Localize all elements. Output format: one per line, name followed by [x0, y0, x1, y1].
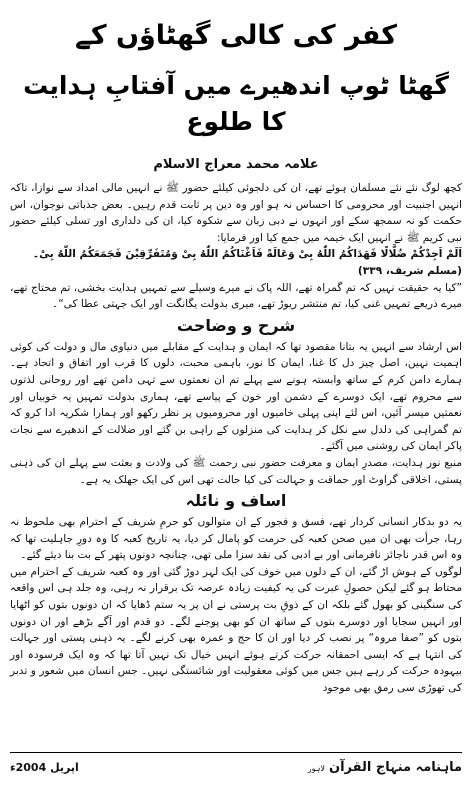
footer-issue-date: اپریل 2004ء — [10, 760, 79, 774]
explanation-paragraph-2: منبع نور ہدایت، مصدرِ ایمان و معرفت حضور نبی رحمت ﷺ کی ولادت و بعثت سے پہلے ان کی ذہنی پستی، اخلاقی گراوٹ اور حماقت و جہالت کی کیا حالت تھی اس کی ایک جھلک یہ ہے۔ — [10, 456, 462, 486]
asaf-naila-paragraph-1: یہ دو بدکار انسانی کردار تھے، فسق و فجور کے ان متوالوں کو حرمِ شریف کے احترام بھی ملحوظ نہ رہا، جرأت بھی ان میں صحن کعبہ کی حرمت کو پامال کر دیا، یہ تاریخ کعبہ کا وہ دورِ جاہلیت تھا کہ وہ اس قدر ناجائز نافرمانی اور بے ادبی کی نقد سزا ملی تھی، چنانچہ دونوں پتھر کے بت بنا دیئے گئے۔ — [10, 516, 462, 562]
page-footer — [10, 758, 462, 776]
article-author: علامہ محمد معراج الاسلام — [153, 157, 319, 172]
article-title-line-2: گھٹا ٹوپ اندھیرے میں آفتابِ ہدایت کا طلوع — [23, 71, 449, 136]
section-heading-asaf-naila: اساف و نائلہ — [185, 491, 287, 511]
article-title-line-1: کفر کی کالی گھٹاؤں کے — [75, 20, 397, 51]
footer-city: لاہور — [307, 763, 325, 773]
asaf-naila-paragraph-2: لوگوں کے ہوش اڑ گئے، ان کے دلوں میں خوف کی ایک لہر دوڑ گئی اور وہ کعبہ شریف کے احترام میں محتاط ہو گئے لیکن حصولِ عبرت کی یہ کیفیت زیادہ عرصہ تک برقرار نہ رہی، وہ جلد ہی اس واقعہ کی سنگینی کو بھول گئے بلکہ ان کے ذوقِ بت پرستی نے ان پر یہ ستم ڈھایا کہ ان دونوں بتوں کو اٹھایا اور انہیں سجایا اور دوسرے بتوں کے ساتھ ان کو بھی پوجنے لگے۔ دو قدم اور آگے بڑھے اور ان دونوں بتوں کو ”صفا مروہ“ پر نصب کر دیا اور ان کا حج و عمرہ بھی کرنے لگے۔ یہ ذہنی پستی اور جہالت کی انتہا ہے کہ ایسی احمقانہ حرکت کرتے ہوئے انہیں خیال تک نہیں آتا تھا کہ وہ ایک فرسودہ اور بیہودہ حرکت کر رہے ہیں جس میں کوئی معقولیت اور شائستگی نہیں۔ جس انسان میں شعور و تدبر کی تھوڑی سی رمق بھی موجود — [10, 565, 462, 695]
footer-journal-name: ماہنامہ منہاج القرآن — [328, 759, 462, 775]
footer-divider — [10, 752, 462, 753]
section-heading-explanation: شرح و وضاحت — [176, 315, 296, 335]
quote-translation: ”کیا یہ حقیقت نہیں کہ تم گمراہ تھے، اللہ پاک نے میرے وسیلے سے تمہیں ہدایت بخشی، تم محتاج تھے، میرے ذریعے تمہیں غنی کیا، تم منتشر ریوڑ تھے، میری بدولت یگانگت اور ایک جہتی عطا کی“۔ — [10, 281, 462, 311]
intro-paragraph: کچھ لوگ نئے نئے مسلمان ہوئے تھے، ان کی دلجوئی کیلئے حضور ﷺ نے انہیں مالی امداد سے نوازا، تاکہ انہیں اجنبیت اور محرومی کا احساس نہ ہو اور وہ دین پر ثابت قدم رہیں۔ بعض جذباتی نوجوان، اس حکمت کو نہ سمجھ سکے اور انہوں نے دبی زبان سے شکوہ کیا، ان کی دلداری اور تسلی کیلئے حضور نبی کریم ﷺ نے انہیں ایک خیمہ میں جمع کیا اور فرمایا: — [10, 182, 462, 244]
explanation-paragraph-1: اس ارشاد سے انہیں یہ بتانا مقصود تھا کہ ایمان و ہدایت کے مقابلے میں دنیاوی مال و دولت کی کوئی اہمیت نہیں، اصل چیز دل کا غنا، ایمان کا نور، باہمی محبت، دلوں کا قرب اور اتفاق و اتحاد ہے۔ ہمارے دامن کرم کے ساتھ وابستہ ہونے سے پہلے تم ان نعمتوں سے تہی دامن تھے اور روحانی لذتوں سے محروم تھے، ایک دوسرے کے دشمن اور خون کے پیاسے تھے، ہماری بدولت تمہیں یہ خوبیاں اور نعمتیں میسر آئیں، اس لئے اپنی پہلی خامیوں اور محرومیوں پر نظر رکھو اور ہمارا شکریہ ادا کرو کہ تم گمراہی کی دلدل سے نکل کر ہدایت کی منزلوں کے راہی بن گئے اور ضلالت کے اندھیرے سے نجات پاکر ایمان کی روشنی میں آگئے۔ — [10, 340, 462, 453]
arabic-hadith-quote: اَلَمْ اَجِدْكُمْ ضُلَّالًا فَهَدَاكُمُ اللّٰهُ بِیْ وَعَالَةً فَاَغْنَاكُمُ اللّٰهُ بِیْ وَمُتَفَرِّقِیْنَ فَجَمَعَكُمُ اللّٰهُ بِیْ۔ (مسلم شریف، ۳۳۹) — [32, 248, 462, 277]
footer-journal — [308, 760, 462, 775]
